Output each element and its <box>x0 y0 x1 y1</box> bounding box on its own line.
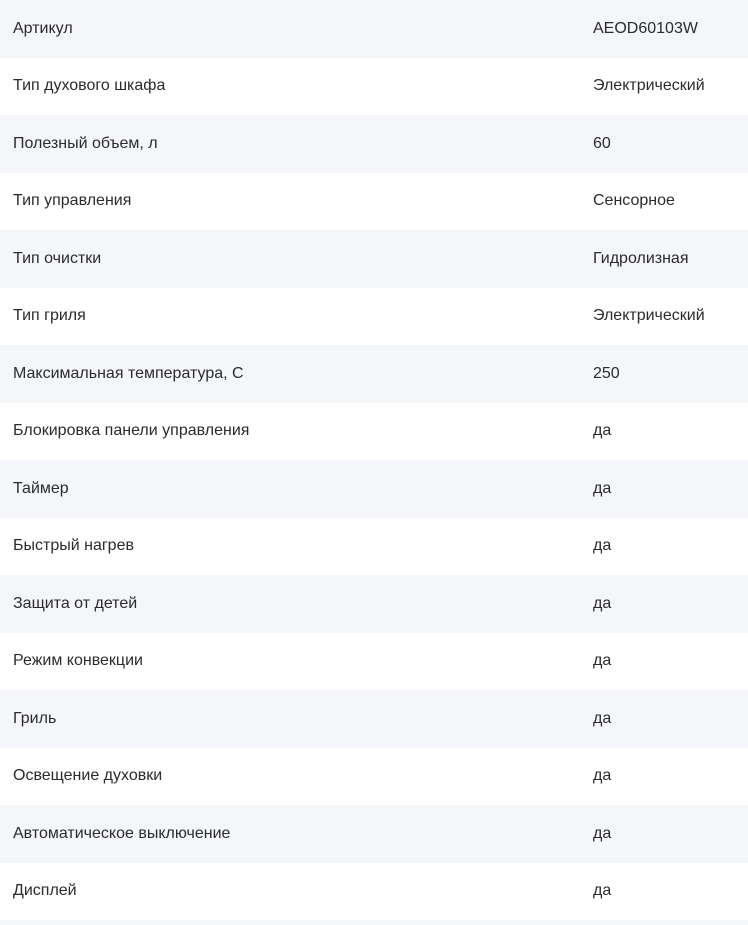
spec-row-grill <box>0 690 748 748</box>
spec-label: Таймер <box>13 480 69 497</box>
spec-value: Электрический <box>593 78 705 95</box>
spec-value: да <box>593 538 612 555</box>
spec-row-article <box>0 0 748 58</box>
spec-row-cleaning-type <box>0 230 748 288</box>
spec-row-auto-off <box>0 805 748 863</box>
spec-label: Освещение духовки <box>13 768 163 785</box>
spec-row-max-temperature <box>0 345 748 403</box>
spec-label: Режим конвекции <box>13 653 143 670</box>
spec-label: Гриль <box>13 710 57 727</box>
spec-label: Быстрый нагрев <box>13 538 134 555</box>
spec-row-oven-light <box>0 748 748 806</box>
spec-label: Дисплей <box>13 883 77 900</box>
spec-value: AEOD60103W <box>593 20 698 37</box>
spec-label: Максимальная температура, С <box>13 365 244 382</box>
spec-label: Защита от детей <box>13 595 138 612</box>
spec-label: Тип очистки <box>13 250 102 267</box>
spec-value: Гидролизная <box>593 250 689 267</box>
spec-value: Сенсорное <box>593 193 675 210</box>
spec-value: да <box>593 595 612 612</box>
spec-label: Артикул <box>13 20 73 37</box>
spec-value: да <box>593 883 612 900</box>
spec-row-grill-type <box>0 288 748 346</box>
spec-value: Электрический <box>593 308 705 325</box>
spec-row-display <box>0 863 748 921</box>
spec-value: 250 <box>593 365 620 382</box>
spec-row-convection <box>0 633 748 691</box>
spec-label: Блокировка панели управления <box>13 423 250 440</box>
spec-row-panel-lock <box>0 403 748 461</box>
spec-label: Тип духового шкафа <box>13 78 166 95</box>
spec-value: да <box>593 423 612 440</box>
spec-row-control-type <box>0 173 748 231</box>
spec-label: Тип управления <box>13 193 132 210</box>
spec-label: Тип гриля <box>13 308 86 325</box>
spec-value: да <box>593 710 612 727</box>
spec-value: да <box>593 653 612 670</box>
spec-label: Полезный объем, л <box>13 135 158 152</box>
spec-value: 60 <box>593 135 611 152</box>
table-next-row-edge <box>0 920 748 925</box>
spec-label: Автоматическое выключение <box>13 825 231 842</box>
spec-row-fast-heating <box>0 518 748 576</box>
spec-row-timer <box>0 460 748 518</box>
spec-row-volume <box>0 115 748 173</box>
spec-row-child-lock <box>0 575 748 633</box>
spec-value: да <box>593 480 612 497</box>
spec-row-oven-type <box>0 58 748 116</box>
spec-value: да <box>593 825 612 842</box>
spec-value: да <box>593 768 612 785</box>
